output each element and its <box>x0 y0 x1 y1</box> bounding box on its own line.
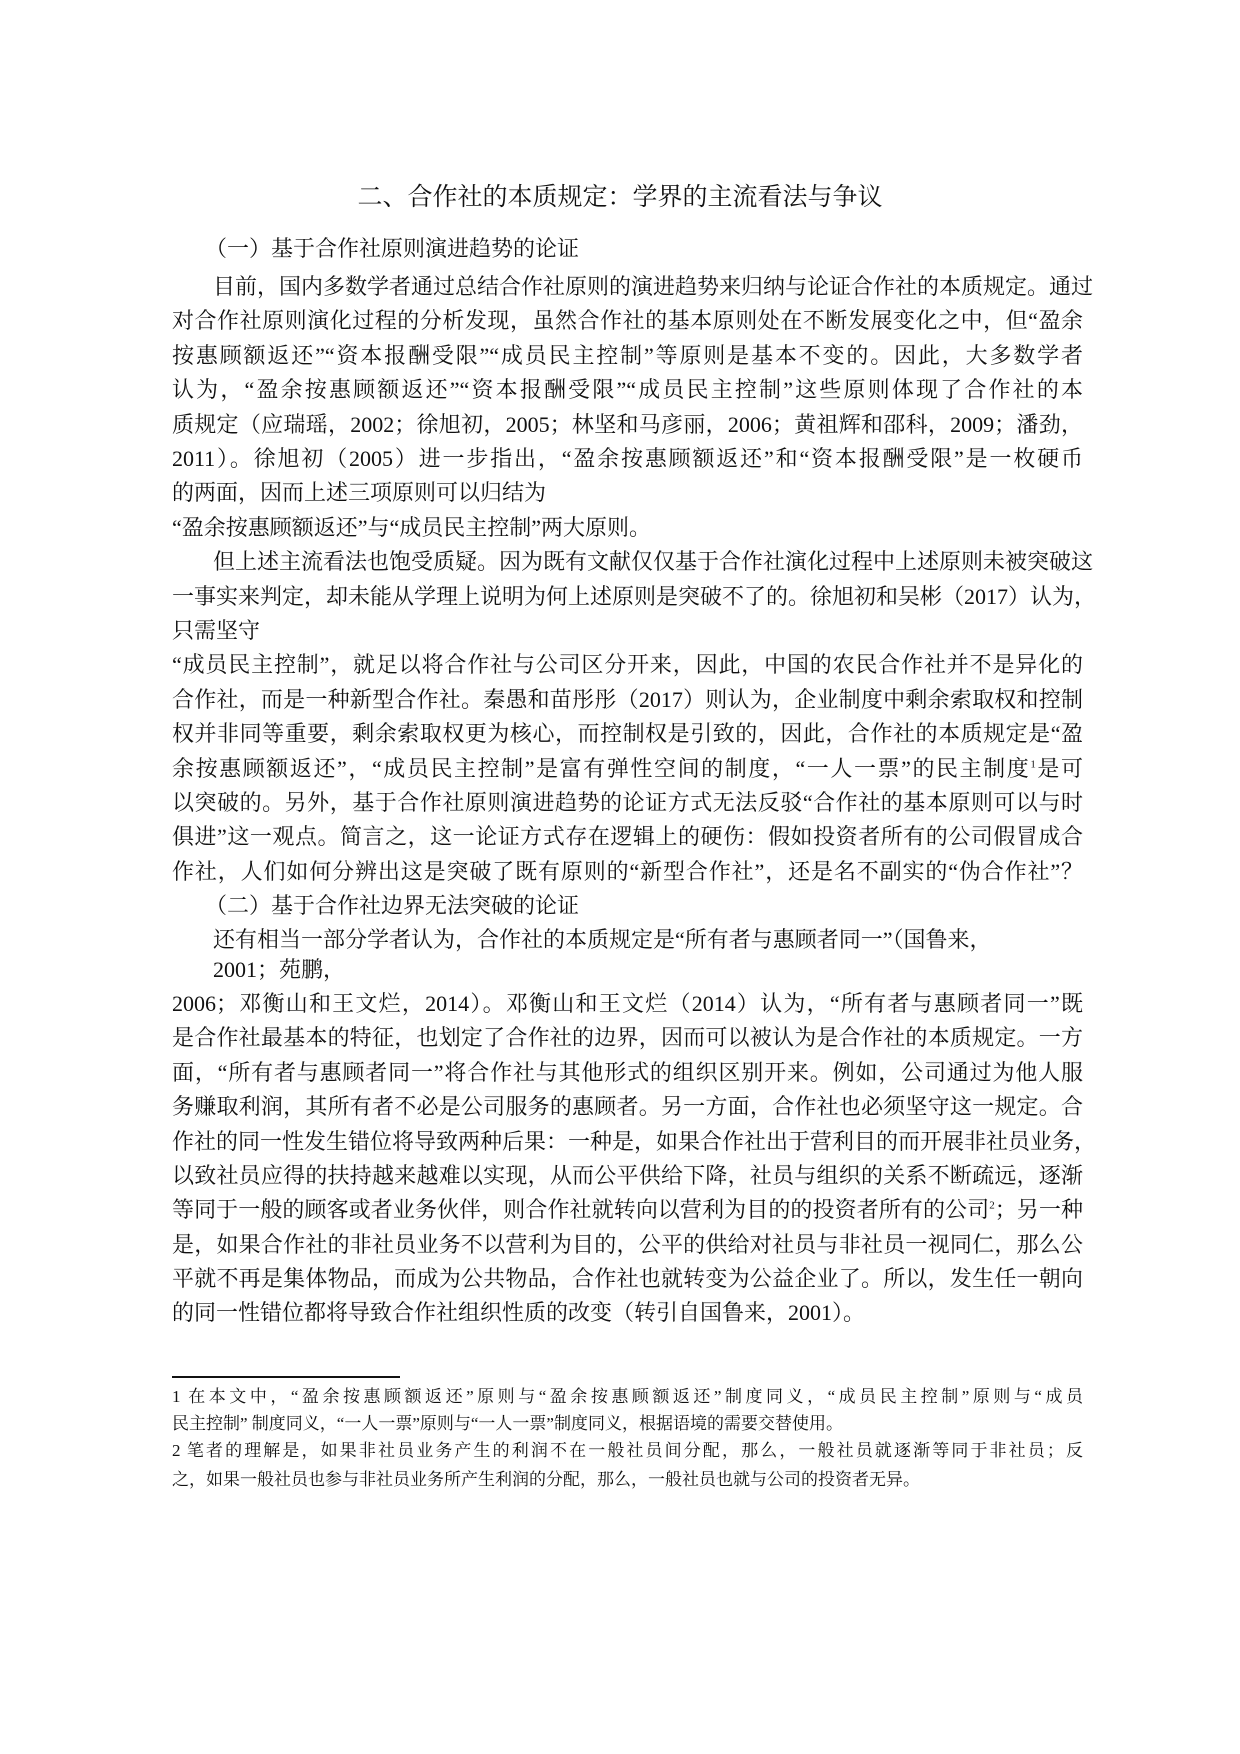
line-text: 余按惠顾额返还”，“成员民主控制”是富有弹性空间的制度，“一人一票”的民主制度 <box>172 756 1031 781</box>
subsection-heading-2: （二）基于合作社边界无法突破的论证 <box>205 893 580 918</box>
paragraph-line: 合作社，而是一种新型合作社。秦愚和苗彤彤（2017）则认为，企业制度中剩余索取权和控制 <box>172 687 1083 712</box>
paragraph-line: “成员民主控制”，就足以将合作社与公司区分开来，因此，中国的农民合作社并不是异化的 <box>172 652 1083 677</box>
paragraph-line: 俱进”这一观点。简言之，这一论证方式存在逻辑上的硬伤：假如投资者所有的公司假冒成合 <box>172 824 1083 849</box>
paragraph-line: 认为，“盈余按惠顾额返还”“资本报酬受限”“成员民主控制”这些原则体现了合作社的本 <box>172 377 1083 402</box>
paragraph-line: 是合作社最基本的特征，也划定了合作社的边界，因而可以被认为是合作社的本质规定。一方 <box>172 1025 1083 1050</box>
footnote-ref-1[interactable]: 1 <box>1030 758 1036 771</box>
paragraph-line: 作社的同一性发生错位将导致两种后果：一种是，如果合作社出于营利目的而开展非社员业务， <box>172 1129 1097 1154</box>
paragraph-line: 质规定（应瑞瑶，2002；徐旭初，2005；林坚和马彦丽，2006；黄祖辉和邵科，2009；潘劲， <box>172 412 1083 437</box>
paragraph-line: 对合作社原则演化过程的分析发现，虽然合作社的基本原则处在不断发展变化之中，但“盈余 <box>172 308 1083 333</box>
paragraph-line: 以致社员应得的扶持越来越难以实现，从而公平供给下降，社员与组织的关系不断疏远，逐渐 <box>172 1163 1083 1188</box>
paragraph-line: 是，如果合作社的非社员业务不以营利为目的，公平的供给对社员与非社员一视同仁，那么公 <box>172 1232 1083 1257</box>
paragraph-line: 的同一性错位都将导致合作社组织性质的改变（转引自国鲁来，2001）。 <box>172 1300 866 1325</box>
paragraph-line: 但上述主流看法也饱受质疑。因为既有文献仅仅基于合作社演化过程中上述原则未被突破这 <box>213 549 1094 574</box>
footnote-2-line: 之，如果一般社员也参与非社员业务所产生利润的分配，那么，一般社员也就与公司的投资者无异。 <box>172 1470 920 1489</box>
footnote-1-line: 1 在本文中，“盈余按惠顾额返还”原则与“盈余按惠顾额返还”制度同义，“成员民主控制”原则与“成员 <box>172 1387 1083 1406</box>
paragraph-line: 2001；苑鹏， <box>213 957 346 982</box>
paragraph-line: 2011）。徐旭初（2005）进一步指出，“盈余按惠顾额返还”和“资本报酬受限”是一枚硬币 <box>172 446 1083 471</box>
paragraph-line <box>172 752 1083 786</box>
paragraph-line: 务赚取利润，其所有者不必是公司服务的惠顾者。另一方面，合作社也必须坚守这一规定。合 <box>172 1094 1083 1119</box>
paragraph-line: 按惠顾额返还”“资本报酬受限”“成员民主控制”等原则是基本不变的。因此，大多数学者 <box>172 343 1083 368</box>
paragraph-line: 一事实来判定，却未能从学理上说明为何上述原则是突破不了的。徐旭初和吴彬（2017）认为， <box>172 584 1097 609</box>
paragraph-line: 还有相当一部分学者认为，合作社的本质规定是“所有者与惠顾者同一”（国鲁来， <box>213 927 992 952</box>
paragraph-line: 以突破的。另外，基于合作社原则演进趋势的论证方式无法反驳“合作社的基本原则可以与时 <box>172 790 1083 815</box>
paragraph-line: 作社，人们如何分辨出这是突破了既有原则的“新型合作社”，还是名不副实的“伪合作社”？ <box>172 859 1083 884</box>
paragraph-line: 2006；邓衡山和王文烂，2014）。邓衡山和王文烂（2014）认为，“所有者与惠顾者同一”既 <box>172 991 1083 1016</box>
paragraph-line: 面，“所有者与惠顾者同一”将合作社与其他形式的组织区别开来。例如，公司通过为他人服 <box>172 1060 1083 1085</box>
subsection-heading-1: （一）基于合作社原则演进趋势的论证 <box>205 236 580 261</box>
section-title: 二、合作社的本质规定：学界的主流看法与争议 <box>357 183 883 211</box>
paragraph-line: 目前，国内多数学者通过总结合作社原则的演进趋势来归纳与论证合作社的本质规定。通过 <box>213 274 1094 299</box>
line-text: ；另一种 <box>994 1197 1083 1222</box>
paragraph-line: 只需坚守 <box>172 618 261 643</box>
line-text: 是可 <box>1035 756 1083 781</box>
paragraph-line <box>172 1193 1083 1227</box>
paragraph-line: “盈余按惠顾额返还”与“成员民主控制”两大原则。 <box>172 515 652 540</box>
paragraph-line: 的两面，因而上述三项原则可以归结为 <box>172 480 547 505</box>
paragraph-line: 权并非同等重要，剩余索取权更为核心，而控制权是引致的，因此，合作社的本质规定是“盈 <box>172 721 1083 746</box>
footnote-2-line: 2 笔者的理解是，如果非社员业务产生的利润不在一般社员间分配，那么，一般社员就逐渐等同于非社员；反 <box>172 1441 1083 1460</box>
line-text: 等同于一般的顾客或者业务伙伴，则合作社就转向以营利为目的的投资者所有的公司 <box>172 1197 990 1222</box>
footnote-ref-2[interactable]: 2 <box>989 1199 995 1212</box>
footnote-1-line: 民主控制” 制度同义，“一人一票”原则与“一人一票”制度同义，根据语境的需要交替使用。 <box>172 1414 843 1433</box>
footnote-separator <box>172 1376 400 1378</box>
paragraph-line: 平就不再是集体物品，而成为公共物品，合作社也就转变为公益企业了。所以，发生任一朝向 <box>172 1266 1083 1291</box>
